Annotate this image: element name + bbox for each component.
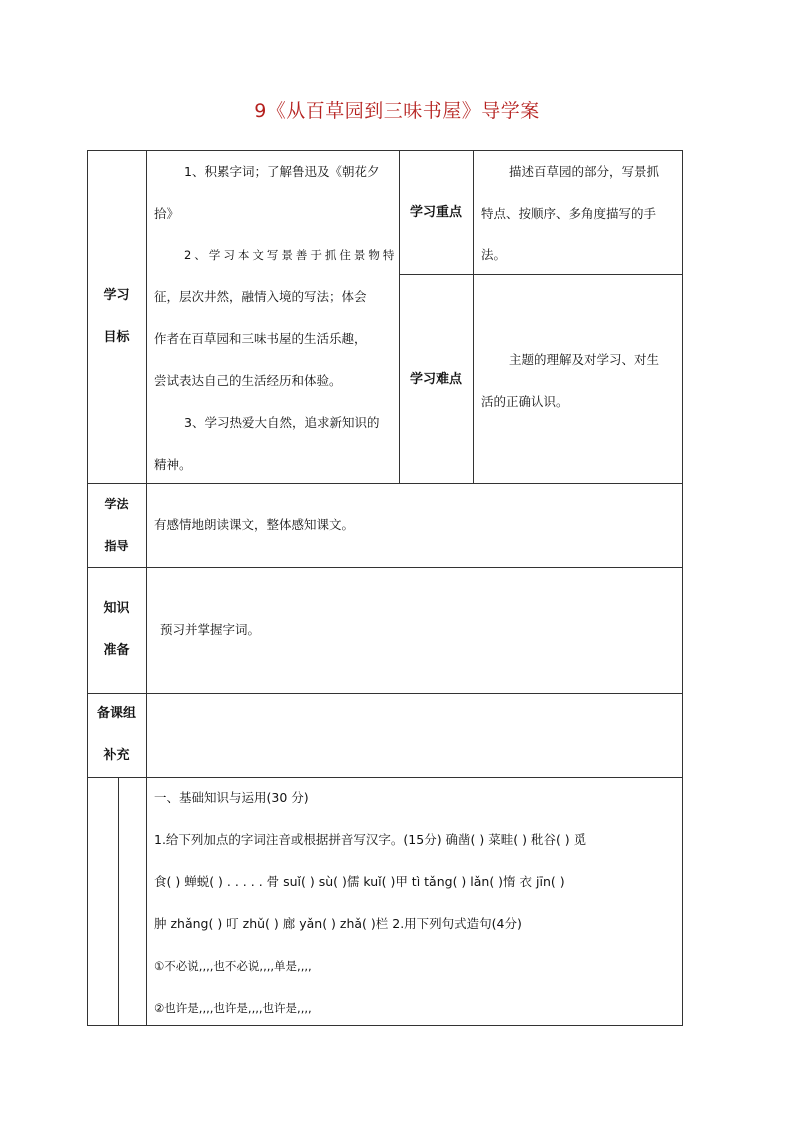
label-supplement-1: 备课组: [96, 706, 136, 721]
exercise-line: ②也许是,,,,也许是,,,,也许是,,,,: [154, 1001, 312, 1015]
exercise-line: ①不必说,,,,也不必说,,,,单是,,,,: [154, 959, 312, 973]
label-key-points: 学习重点: [409, 205, 462, 220]
label-method-2: 指导: [104, 539, 129, 553]
objective-line: 精神。: [154, 457, 192, 472]
key-line: 特点、按顺序、多角度描写的手: [481, 206, 657, 221]
method-text: 有感情地朗读课文，整体感知课文。: [154, 517, 355, 532]
objective-line: 征，层次井然，融情入境的写法；体会: [154, 289, 367, 304]
exercise-line: 1.给下列加点的字词注音或根据拼音写汉字。(15分) 确凿( ) 菜畦( ) 秕谷( ) 觅: [154, 832, 587, 847]
label-difficulties: 学习难点: [409, 372, 462, 387]
label-study-goals-1: 学习: [103, 288, 130, 303]
label-supplement-2: 补充: [103, 748, 130, 763]
diff-line: 主题的理解及对学习、对生: [509, 352, 660, 367]
objective-line: 2、学习本文写景善于抓住景物特: [184, 248, 398, 262]
exercise-line: 食( ) 蝉蜕( ) . . . . . 骨 suǐ( ) sù( )儒 kuǐ( )甲 tì tǎng( ) lǎn( )惰 衣 jīn( ): [154, 874, 565, 889]
diff-line: 活的正确认识。: [481, 394, 569, 409]
objective-line: 1、积累字词；了解鲁迅及《朝花夕: [184, 164, 380, 179]
objective-line: 拾》: [154, 206, 180, 221]
label-knowledge-2: 准备: [103, 643, 130, 658]
label-knowledge-1: 知识: [103, 601, 130, 616]
key-line: 法。: [481, 247, 507, 262]
label-study-goals-2: 目标: [103, 330, 130, 345]
page-title: 9《从百草园到三味书屋》导学案: [254, 100, 540, 122]
label-method-1: 学法: [104, 497, 129, 511]
exercise-line: 一、基础知识与运用(30 分): [154, 790, 309, 805]
knowledge-text: 预习并掌握字词。: [160, 622, 261, 637]
objective-line: 尝试表达自己的生活经历和体验。: [154, 373, 342, 388]
objective-line: 作者在百草园和三味书屋的生活乐趣，: [154, 331, 367, 346]
key-line: 描述百草园的部分，写景抓: [509, 164, 660, 179]
exercise-line: 肿 zhǎng( ) 叮 zhǔ( ) 廊 yǎn( ) zhǎ( )栏 2.用下列句式造句(4分): [154, 916, 522, 931]
objective-line: 3、学习热爱大自然，追求新知识的: [184, 415, 380, 430]
